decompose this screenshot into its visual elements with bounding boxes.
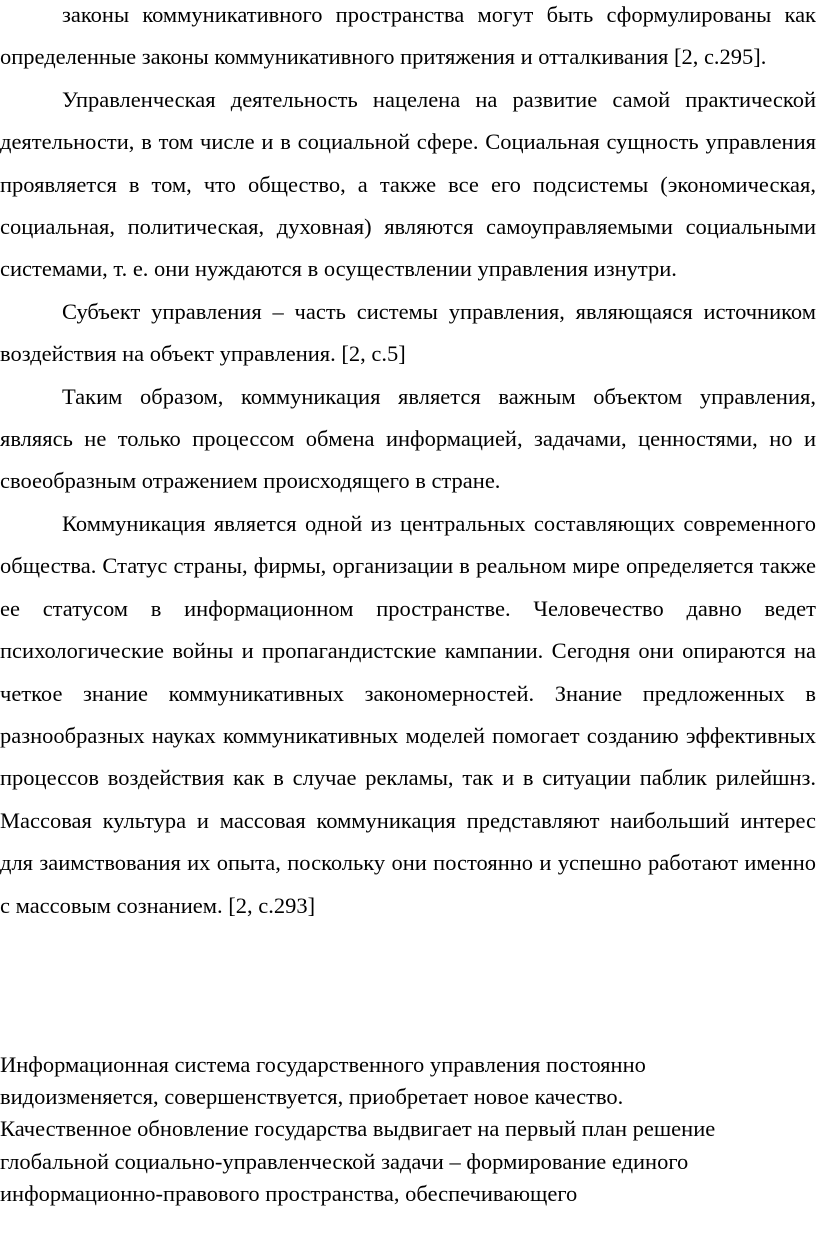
paragraph-communication-society: Коммуникация является одной из центральных составляющих современного общества. Статус страны, фирмы, организации в реальном мире определяется также ее статусом в информационном пространстве. Человечество давно ведет психологические войны и пропагандистские кампании. Сегодня они опираются на четкое знание коммуникативных закономерностей. Знание предложенных в разнообразных науках коммуникативных моделей помогает созданию эффективных процессов воздействия как в случае рекламы, так и в ситуации паблик рилейшнз. Массовая культура и массовая коммуникация представляют наибольший интерес для заимствования их опыта, поскольку они постоянно и успешно работают именно с массовым сознанием. [2, с.293] xyxy=(0,510,816,918)
tail-line: видоизменяется, совершенствуется, приобретает новое качество. xyxy=(0,1084,624,1110)
paragraph-management-activity: Управленческая деятельность нацелена на развитие самой практической деятельности, в том числе и в социальной сфере. Социальная сущность управления проявляется в том, что общество, а также все его подсистемы (экономическая, социальная, политическая, духовная) являются самоуправляемыми социальными системами, т. е. они нуждаются в осуществлении управления изнутри. xyxy=(0,86,816,282)
tail-line: Качественное обновление государства выдвигает на первый план решение xyxy=(0,1116,716,1142)
paragraph-communication-object: Таким образом, коммуникация является важным объектом управления, являясь не только процессом обмена информацией, задачами, ценностями, но и своеобразным отражением происходящего в стране. xyxy=(0,383,816,494)
document-tail xyxy=(0,1049,816,1210)
tail-line: информационно-правового пространства, обеспечивающего xyxy=(0,1180,578,1206)
tail-line: Информационная система государственного управления постоянно xyxy=(0,1052,646,1077)
paragraph-subject-of-management: Субъект управления – часть системы управления, являющаяся источником воздействия на объект управления. [2, с.5] xyxy=(0,298,816,367)
paragraph-continuation: законы коммуникативного пространства могут быть сформулированы как определенные законы коммуникативного притяжения и отталкивания [2, с.295]. xyxy=(0,2,816,70)
tail-line: глобальной социально-управленческой задачи – формирование единого xyxy=(0,1148,689,1174)
